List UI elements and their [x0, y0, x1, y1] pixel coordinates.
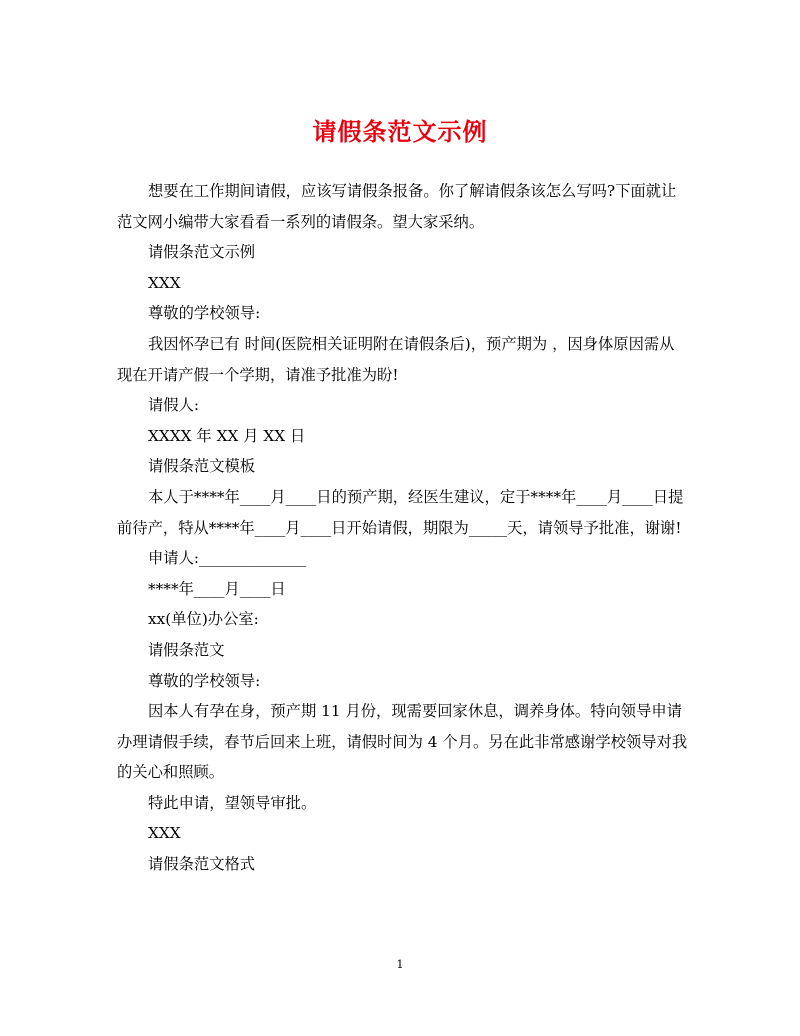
- date-line: XXXX 年 XX 月 XX 日: [148, 426, 306, 445]
- salutation: 尊敬的学校领导:: [148, 304, 261, 323]
- heading-sample: 请假条范文: [148, 640, 225, 659]
- paragraph-body: 本人于****年____月____日的预产期，经医生建议，定于****年____月____日提前待产，特从****年____月____日开始请假，期限为_____天，请领导予批准，谢谢!: [117, 487, 684, 537]
- applicant-label: 请假人:: [148, 396, 200, 415]
- applicant-line: 申请人:______________: [148, 549, 307, 568]
- document-body: [117, 176, 689, 880]
- paragraph-line: XXX: [148, 273, 181, 292]
- page-number: 1: [396, 958, 404, 971]
- office-line: xx(单位)办公室:: [148, 610, 259, 629]
- paragraph-intro: 想要在工作期间请假，应该写请假条报备。你了解请假条该怎么写吗?下面就让范文网小编带大家看看一系列的请假条。望大家采纳。: [117, 182, 677, 231]
- paragraph-body: 我因怀孕已有 时间(医院相关证明附在请假条后)，预产期为 ，因身体原因需从现在开请产假一个学期，请准予批准为盼!: [117, 334, 675, 384]
- heading-format: 请假条范文格式: [148, 855, 256, 874]
- document-title: 请假条范文示例: [312, 117, 488, 146]
- signature-line: XXX: [148, 824, 181, 843]
- paragraph-body: 因本人有孕在身，预产期 11 月份，现需要回家休息，调养身体。特向领导申请办理请假手续，春节后回来上班，请假时间为 4 个月。另在此非常感谢学校领导对我的关心和照顾。: [117, 702, 688, 782]
- heading-example: 请假条范文示例: [148, 243, 256, 262]
- date-line: ****年____月____日: [148, 579, 286, 598]
- heading-template: 请假条范文模板: [148, 457, 256, 476]
- closing-line: 特此申请，望领导审批。: [148, 793, 317, 812]
- salutation: 尊敬的学校领导:: [148, 671, 261, 690]
